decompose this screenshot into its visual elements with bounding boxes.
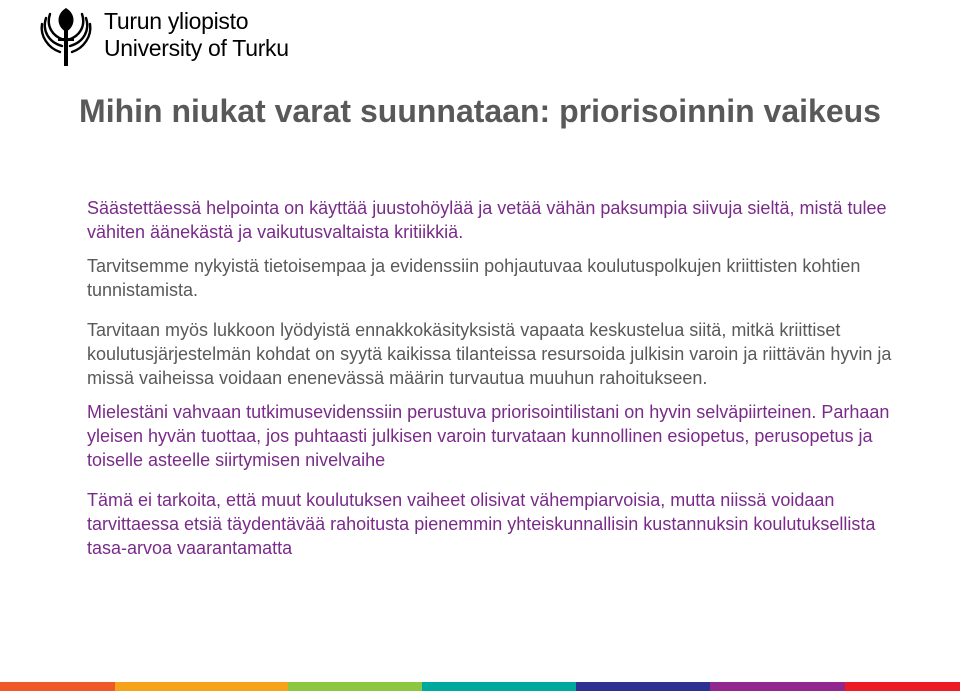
paragraph-cheese-slicer: Säästettäessä helpointa on käyttää juustohöylää ja vetää vähän paksumpia siivuja sieltä, mistä tulee vähiten äänekästä ja vaikutusvaltaista kritiikkiä.	[87, 198, 887, 242]
logo-wordmark	[104, 8, 289, 62]
logo-name-english: University of Turku	[104, 35, 289, 61]
color-bar-segment	[422, 682, 576, 691]
logo-name-finnish: Turun yliopisto	[104, 8, 249, 34]
color-bar-segment	[576, 682, 710, 691]
slide-title: Mihin niukat varat suunnataan: priorisoinnin vaikeus	[79, 93, 881, 129]
paragraph-other-stages: Tämä ei tarkoita, että muut koulutuksen vaiheet olisivat vähempiarvoisia, mutta niissä voidaan tarvittaessa etsiä täydentävää rahoitusta pienemmin yhteiskunnallisin kustannuksin koulutuksellista tasa-arvoa vaarantamatta	[87, 490, 876, 558]
paragraph-evidence-based: Tarvitsemme nykyistä tietoisempaa ja evidenssiin pohjautuvaa koulutuspolkujen kriittisten kohtien tunnistamista.	[87, 256, 861, 300]
color-bar-segment	[115, 682, 288, 691]
university-torch-emblem-icon	[36, 4, 96, 68]
color-bar-segment	[710, 682, 844, 691]
color-bar-segment	[0, 682, 115, 691]
slide-body	[87, 196, 907, 560]
paragraph-priority-list: Mielestäni vahvaan tutkimusevidenssiin perustuva priorisointilistani on hyvin selväpiirteinen. Parhaan yleisen hyvän tuottaa, jos puhtaasti julkisen varoin turvataan kunnollinen esiopetus, perusopetus ja toiselle asteelle siirtymisen nivelvaihe	[87, 402, 890, 470]
paragraph-open-discussion: Tarvitaan myös lukkoon lyödyistä ennakkokäsityksistä vapaata keskustelua siitä, mitkä kriittiset koulutusjärjestelmän kohdat on syytä kaikissa tilanteissa resursoida julkisin varoin ja riittävän hyvin ja missä vaiheissa voidaan enenevässä määrin turvautua muuhun rahoitukseen.	[87, 320, 892, 388]
color-bar-segment	[288, 682, 422, 691]
university-logo	[36, 4, 289, 68]
footer-color-bar	[0, 682, 960, 691]
color-bar-segment	[845, 682, 960, 691]
